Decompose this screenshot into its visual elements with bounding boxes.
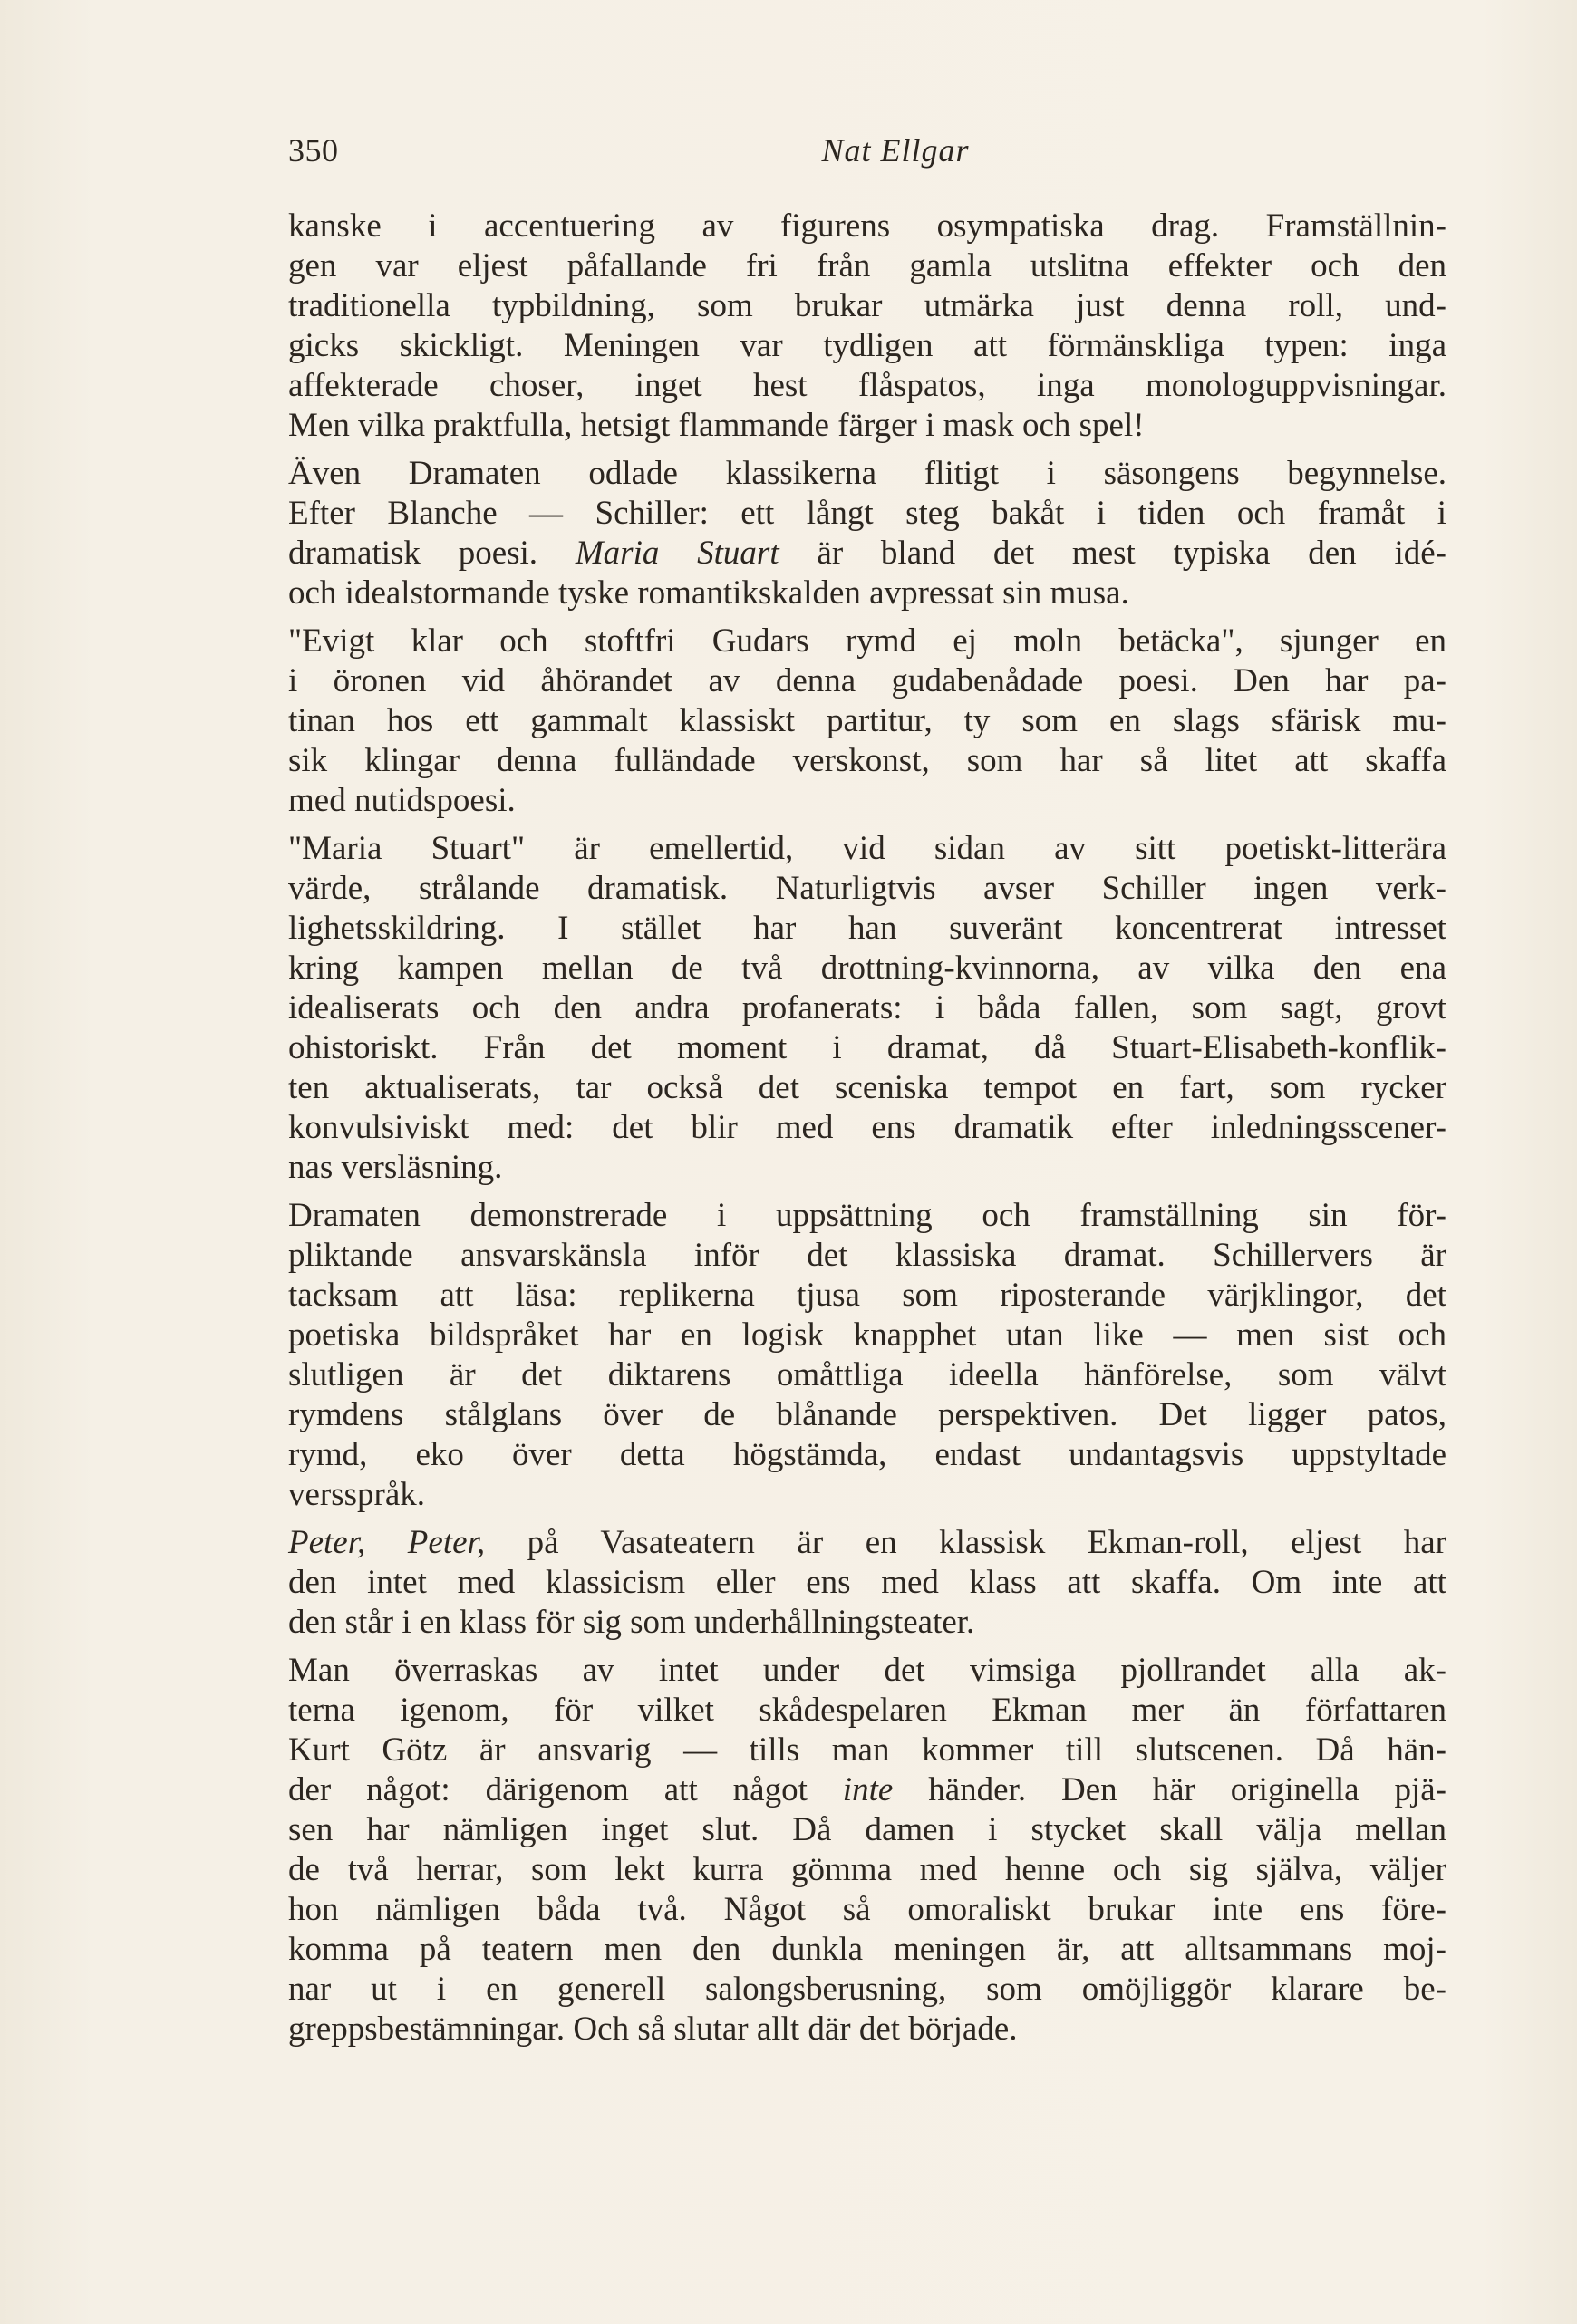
paragraph	[288, 829, 1446, 1188]
page-header	[288, 131, 1448, 186]
page-number: 350	[288, 132, 339, 169]
text-line: versspråk.	[288, 1476, 426, 1513]
text-line: lighetsskildring. I stället har han suveränt koncentrerat intresset	[288, 910, 1446, 947]
text-line: Kurt Götz är ansvarig — tills man kommer till slutscenen. Då hän-	[288, 1731, 1446, 1769]
text-line: kring kampen mellan de två drottning-kvinnorna, av vilka den ena	[288, 950, 1446, 987]
text-line: gicks skickligt. Meningen var tydligen att förmänskliga typen: inga	[288, 327, 1446, 364]
text-line: i öronen vid åhörandet av denna gudabenådade poesi. Den har pa-	[288, 662, 1446, 699]
text-line: Men vilka praktfulla, hetsigt flammande färger i mask och spel!	[288, 407, 1145, 444]
text-line: poetiska bildspråket har en logisk knapphet utan like — men sist och	[288, 1316, 1446, 1354]
text-line: de två herrar, som lekt kurra gömma med henne och sig själva, väljer	[288, 1851, 1446, 1888]
text-span: är bland det mest typiska den idé-	[817, 535, 1446, 572]
text-span: dramatisk poesi.	[288, 535, 538, 572]
text-line: den står i en klass för sig som underhållningsteater.	[288, 1604, 975, 1641]
paragraph	[288, 207, 1446, 446]
text-line: sik klingar denna fulländade verskonst, som har så litet att skaffa	[288, 742, 1446, 779]
emphasis-italic: inte	[842, 1771, 894, 1808]
text-line: nas versläsning.	[288, 1149, 503, 1186]
text-line: rymd, eko över detta högstämda, endast undantagsvis uppstyltade	[288, 1436, 1446, 1473]
text-line	[288, 534, 1446, 574]
paragraph	[288, 454, 1446, 613]
text-line: rymdens stålglans över de blånande perspektiven. Det ligger patos,	[288, 1396, 1446, 1433]
body-text	[288, 207, 1446, 2058]
running-head: Nat Ellgar	[821, 132, 970, 169]
paragraph	[288, 1523, 1446, 1643]
text-line: slutligen är det diktarens omåttliga ideella hänförelse, som välvt	[288, 1356, 1446, 1393]
text-line: terna igenom, för vilket skådespelaren Ekman mer än författaren	[288, 1692, 1446, 1729]
text-line: Man överraskas av intet under det vimsiga pjollrandet alla ak-	[288, 1652, 1446, 1689]
text-line: värde, strålande dramatisk. Naturligtvis avser Schiller ingen verk-	[288, 870, 1446, 907]
text-line: ten aktualiserats, tar också det sceniska tempot en fart, som rycker	[288, 1069, 1446, 1106]
play-title-italic: Peter, Peter,	[288, 1524, 486, 1561]
text-line	[288, 1770, 1446, 1810]
play-title-italic: Maria Stuart	[575, 535, 779, 572]
text-line: greppsbestämningar. Och så slutar allt där det började.	[288, 2011, 1018, 2048]
text-line: affekterade choser, inget hest flåspatos, inga monologuppvisningar.	[288, 367, 1446, 404]
paragraph	[288, 622, 1446, 821]
text-line: traditionella typbildning, som brukar utmärka just denna roll, und-	[288, 287, 1446, 324]
text-line: "Maria Stuart" är emellertid, vid sidan av sitt poetiskt-litterära	[288, 830, 1446, 867]
text-line: Även Dramaten odlade klassikerna flitigt i säsongens begynnelse.	[288, 455, 1446, 492]
text-line: "Evigt klar och stoftfri Gudars rymd ej moln betäcka", sjunger en	[288, 622, 1446, 660]
text-line: hon nämligen båda två. Något så omoraliskt brukar inte ens före-	[288, 1891, 1446, 1928]
text-line: pliktande ansvarskänsla inför det klassiska dramat. Schillervers är	[288, 1237, 1446, 1274]
paragraph	[288, 1651, 1446, 2049]
text-span: der något: därigenom att något	[288, 1771, 808, 1808]
text-line: kanske i accentuering av figurens osympatiska drag. Framställnin-	[288, 207, 1446, 245]
text-line: ohistoriskt. Från det moment i dramat, då Stuart-Elisabeth-konflik-	[288, 1029, 1446, 1066]
text-line: tacksam att läsa: replikerna tjusa som riposterande värjklingor, det	[288, 1277, 1446, 1314]
text-line: idealiserats och den andra profanerats: i båda fallen, som sagt, grovt	[288, 989, 1446, 1027]
text-line: konvulsiviskt med: det blir med ens dramatik efter inledningsscener-	[288, 1109, 1446, 1146]
text-line: med nutidspoesi.	[288, 782, 516, 819]
text-line: komma på teatern men den dunkla meningen är, att alltsammans moj-	[288, 1931, 1446, 1968]
text-line: den intet med klassicism eller ens med klass att skaffa. Om inte att	[288, 1564, 1446, 1601]
text-span: händer. Den här originella pjä-	[928, 1771, 1447, 1808]
text-line: sen har nämligen inget slut. Då damen i stycket skall välja mellan	[288, 1811, 1446, 1848]
text-line: gen var eljest påfallande fri från gamla utslitna effekter och den	[288, 247, 1446, 284]
paragraph	[288, 1196, 1446, 1515]
text-line: Dramaten demonstrerade i uppsättning och framställning sin för-	[288, 1197, 1446, 1234]
text-line: tinan hos ett gammalt klassiskt partitur, ty som en slags sfärisk mu-	[288, 702, 1446, 739]
text-span: på Vasateatern är en klassisk Ekman-roll, eljest har	[527, 1524, 1446, 1561]
text-line	[288, 1523, 1446, 1563]
text-line: Efter Blanche — Schiller: ett långt steg bakåt i tiden och framåt i	[288, 495, 1446, 532]
text-line: nar ut i en generell salongsberusning, som omöjliggör klarare be-	[288, 1971, 1446, 2008]
text-line: och idealstormande tyske romantikskalden avpressat sin musa.	[288, 574, 1129, 612]
